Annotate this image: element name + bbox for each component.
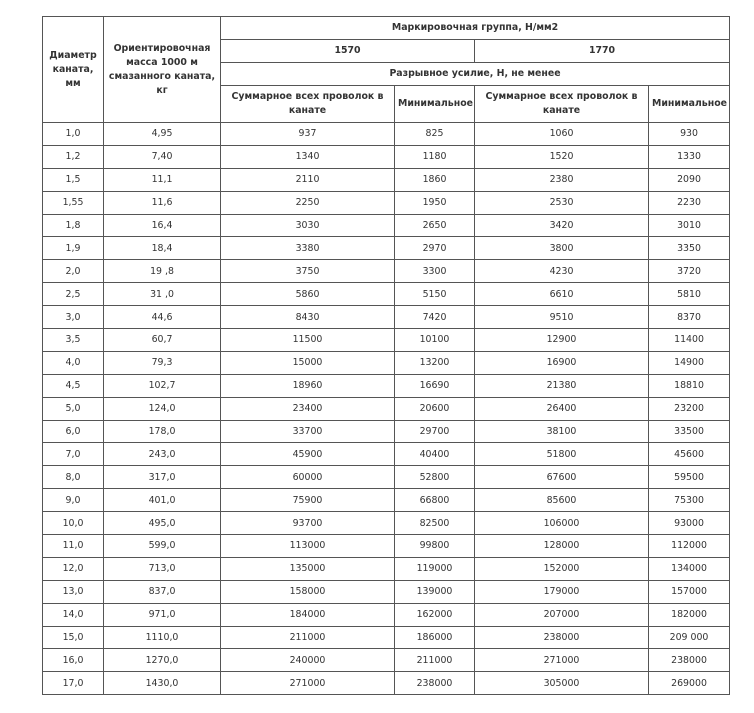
cell-sum-1570: 45900 [221,443,395,466]
cell-sum-1570: 1340 [221,145,395,168]
table-row [43,489,730,512]
cell-sum-1570: 3750 [221,260,395,283]
cell-sum-1770: 106000 [475,512,649,535]
cell-min-1570: 82500 [395,512,475,535]
cell-sum-1770: 9510 [475,306,649,329]
cell-sum-1770: 51800 [475,443,649,466]
cell-min-1770: 33500 [649,420,730,443]
table-row [43,145,730,168]
cell-min-1570: 1180 [395,145,475,168]
cell-mass: 1270,0 [104,649,221,672]
cell-min-1770: 18810 [649,374,730,397]
cell-sum-1570: 75900 [221,489,395,512]
cell-sum-1770: 1520 [475,145,649,168]
cell-min-1570: 16690 [395,374,475,397]
cell-sum-1770: 1060 [475,123,649,146]
cell-min-1570: 13200 [395,351,475,374]
cell-diameter: 3,0 [43,306,104,329]
table-row [43,283,730,306]
cell-sum-1770: 2530 [475,191,649,214]
cell-min-1570: 162000 [395,603,475,626]
cell-sum-1570: 5860 [221,283,395,306]
cell-min-1570: 186000 [395,626,475,649]
cell-diameter: 1,2 [43,145,104,168]
cell-min-1570: 1860 [395,168,475,191]
cell-sum-1570: 93700 [221,512,395,535]
cell-min-1770: 8370 [649,306,730,329]
cell-diameter: 3,5 [43,329,104,352]
header-breaking-force: Разрывное усилие, Н, не менее [221,63,730,86]
cell-min-1770: 2230 [649,191,730,214]
table-row [43,649,730,672]
table-row [43,123,730,146]
cell-mass: 11,6 [104,191,221,214]
rope-spec-table [42,16,730,695]
cell-min-1570: 2650 [395,214,475,237]
cell-mass: 1430,0 [104,672,221,695]
cell-mass: 178,0 [104,420,221,443]
cell-min-1570: 29700 [395,420,475,443]
cell-sum-1570: 240000 [221,649,395,672]
cell-diameter: 1,0 [43,123,104,146]
cell-sum-1570: 135000 [221,557,395,580]
cell-min-1770: 23200 [649,397,730,420]
cell-sum-1770: 26400 [475,397,649,420]
cell-diameter: 1,5 [43,168,104,191]
cell-mass: 16,4 [104,214,221,237]
cell-diameter: 16,0 [43,649,104,672]
cell-sum-1770: 67600 [475,466,649,489]
cell-sum-1770: 152000 [475,557,649,580]
cell-mass: 79,3 [104,351,221,374]
cell-min-1570: 2970 [395,237,475,260]
cell-mass: 11,1 [104,168,221,191]
table-row [43,351,730,374]
cell-mass: 31 ,0 [104,283,221,306]
cell-diameter: 5,0 [43,397,104,420]
cell-mass: 971,0 [104,603,221,626]
cell-diameter: 4,0 [43,351,104,374]
header-mass: Ориентировочная масса 1000 м смазанного каната, кг [104,17,221,123]
cell-min-1570: 119000 [395,557,475,580]
cell-sum-1570: 3030 [221,214,395,237]
cell-sum-1770: 271000 [475,649,649,672]
cell-min-1570: 52800 [395,466,475,489]
cell-sum-1570: 18960 [221,374,395,397]
cell-sum-1570: 3380 [221,237,395,260]
cell-min-1570: 7420 [395,306,475,329]
cell-diameter: 17,0 [43,672,104,695]
cell-sum-1770: 179000 [475,580,649,603]
cell-diameter: 8,0 [43,466,104,489]
cell-min-1570: 139000 [395,580,475,603]
cell-mass: 401,0 [104,489,221,512]
cell-sum-1570: 158000 [221,580,395,603]
cell-min-1770: 209 000 [649,626,730,649]
cell-min-1770: 59500 [649,466,730,489]
cell-sum-1770: 12900 [475,329,649,352]
cell-min-1770: 3010 [649,214,730,237]
table-body [43,123,730,695]
table-row [43,557,730,580]
cell-mass: 495,0 [104,512,221,535]
cell-mass: 124,0 [104,397,221,420]
cell-sum-1570: 33700 [221,420,395,443]
cell-min-1770: 269000 [649,672,730,695]
cell-diameter: 15,0 [43,626,104,649]
cell-min-1570: 20600 [395,397,475,420]
cell-min-1570: 211000 [395,649,475,672]
table-row [43,603,730,626]
cell-sum-1570: 11500 [221,329,395,352]
table-row [43,306,730,329]
cell-sum-1570: 60000 [221,466,395,489]
cell-mass: 44,6 [104,306,221,329]
cell-min-1770: 182000 [649,603,730,626]
cell-min-1570: 1950 [395,191,475,214]
cell-min-1770: 93000 [649,512,730,535]
cell-mass: 102,7 [104,374,221,397]
table-row [43,626,730,649]
table-row [43,374,730,397]
cell-min-1770: 3720 [649,260,730,283]
cell-sum-1770: 2380 [475,168,649,191]
cell-min-1570: 3300 [395,260,475,283]
cell-sum-1770: 4230 [475,260,649,283]
header-marking-group: Маркировочная группа, Н/мм2 [221,17,730,40]
cell-min-1570: 40400 [395,443,475,466]
table-row [43,443,730,466]
cell-mass: 7,40 [104,145,221,168]
header-sum-wires-1570: Суммарное всех проволок в канате [221,86,395,123]
table-row [43,512,730,535]
header-group-1570: 1570 [221,40,475,63]
cell-min-1770: 75300 [649,489,730,512]
cell-mass: 19 ,8 [104,260,221,283]
table-row [43,672,730,695]
cell-sum-1570: 8430 [221,306,395,329]
cell-sum-1570: 271000 [221,672,395,695]
header-diameter: Диаметр каната, мм [43,17,104,123]
cell-mass: 599,0 [104,535,221,558]
cell-diameter: 6,0 [43,420,104,443]
cell-sum-1570: 23400 [221,397,395,420]
cell-min-1570: 66800 [395,489,475,512]
cell-min-1770: 3350 [649,237,730,260]
cell-sum-1770: 207000 [475,603,649,626]
table-row [43,420,730,443]
cell-sum-1570: 937 [221,123,395,146]
cell-min-1770: 11400 [649,329,730,352]
cell-min-1770: 157000 [649,580,730,603]
cell-mass: 4,95 [104,123,221,146]
cell-min-1770: 14900 [649,351,730,374]
cell-sum-1770: 128000 [475,535,649,558]
table-row [43,329,730,352]
cell-sum-1770: 305000 [475,672,649,695]
cell-min-1570: 5150 [395,283,475,306]
cell-min-1770: 2090 [649,168,730,191]
cell-diameter: 11,0 [43,535,104,558]
cell-diameter: 13,0 [43,580,104,603]
cell-min-1770: 238000 [649,649,730,672]
header-sum-wires-1770: Суммарное всех проволок в канате [475,86,649,123]
table-row [43,168,730,191]
cell-sum-1770: 38100 [475,420,649,443]
header-minimal-1570: Минимальное [395,86,475,123]
header-minimal-1770: Минимальное [649,86,730,123]
cell-mass: 243,0 [104,443,221,466]
table-row [43,397,730,420]
cell-min-1770: 112000 [649,535,730,558]
cell-sum-1570: 113000 [221,535,395,558]
cell-diameter: 2,0 [43,260,104,283]
table-row [43,580,730,603]
cell-sum-1770: 85600 [475,489,649,512]
table-row [43,237,730,260]
cell-diameter: 14,0 [43,603,104,626]
cell-min-1770: 5810 [649,283,730,306]
cell-diameter: 1,9 [43,237,104,260]
cell-sum-1570: 184000 [221,603,395,626]
cell-min-1770: 45600 [649,443,730,466]
cell-diameter: 9,0 [43,489,104,512]
cell-mass: 317,0 [104,466,221,489]
rope-spec-table-container [42,16,729,695]
cell-mass: 18,4 [104,237,221,260]
table-row [43,260,730,283]
cell-sum-1770: 16900 [475,351,649,374]
table-row [43,535,730,558]
cell-sum-1770: 6610 [475,283,649,306]
cell-sum-1770: 3800 [475,237,649,260]
cell-sum-1570: 15000 [221,351,395,374]
table-row [43,214,730,237]
cell-min-1770: 134000 [649,557,730,580]
cell-sum-1570: 2110 [221,168,395,191]
cell-mass: 1110,0 [104,626,221,649]
table-row [43,466,730,489]
cell-sum-1770: 21380 [475,374,649,397]
cell-mass: 837,0 [104,580,221,603]
cell-sum-1570: 211000 [221,626,395,649]
cell-mass: 60,7 [104,329,221,352]
cell-diameter: 1,8 [43,214,104,237]
cell-diameter: 1,55 [43,191,104,214]
cell-min-1570: 10100 [395,329,475,352]
cell-min-1570: 99800 [395,535,475,558]
cell-sum-1570: 2250 [221,191,395,214]
cell-min-1770: 930 [649,123,730,146]
header-group-1770: 1770 [475,40,730,63]
cell-min-1570: 238000 [395,672,475,695]
cell-min-1570: 825 [395,123,475,146]
cell-mass: 713,0 [104,557,221,580]
cell-diameter: 4,5 [43,374,104,397]
cell-diameter: 2,5 [43,283,104,306]
cell-min-1770: 1330 [649,145,730,168]
cell-sum-1770: 238000 [475,626,649,649]
cell-diameter: 10,0 [43,512,104,535]
table-row [43,191,730,214]
cell-sum-1770: 3420 [475,214,649,237]
cell-diameter: 7,0 [43,443,104,466]
cell-diameter: 12,0 [43,557,104,580]
